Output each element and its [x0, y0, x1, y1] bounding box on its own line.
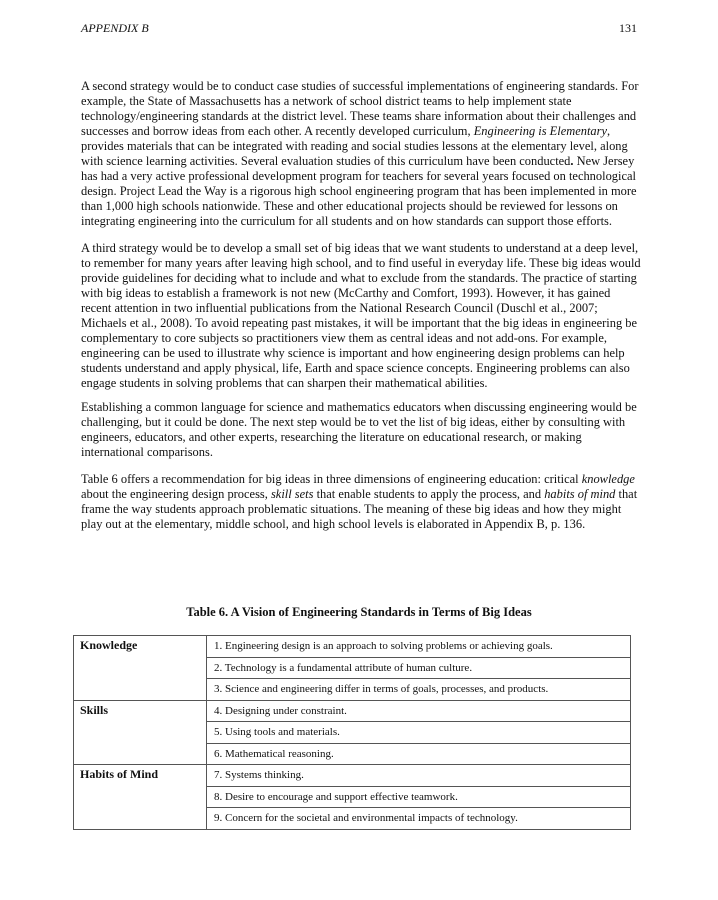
table-cell: 5. Using tools and materials.	[207, 722, 631, 744]
curriculum-title: Engineering is Elementary	[473, 124, 608, 138]
table-cell: 9. Concern for the societal and environmental impacts of technology.	[207, 808, 631, 830]
category-skills: Skills	[74, 700, 207, 765]
category-knowledge: Knowledge	[74, 636, 207, 701]
table-cell: 6. Mathematical reasoning.	[207, 743, 631, 765]
table-cell: 2. Technology is a fundamental attribute of human culture.	[207, 657, 631, 679]
running-head: APPENDIX B	[81, 21, 149, 35]
page-number: 131	[619, 21, 637, 35]
page-header	[81, 21, 637, 35]
category-habits-of-mind: Habits of Mind	[74, 765, 207, 830]
table-cell: 8. Desire to encourage and support effective teamwork.	[207, 786, 631, 808]
table-row	[74, 765, 631, 787]
paragraph-big-ideas: A third strategy would be to develop a small set of big ideas that we want students to understand at a deep level, to remember for many years after leaving high school, and to find useful in everyday life. These big ideas would provide guidelines for deciding what to include and what to exclude from the standards. The practice of starting with big ideas to establish a framework is not new (McCarthy and Comfort, 1993). However, it has gained recent attention in two influential publications from the National Research Council (Duschl et al., 2007; Michaels et al., 2008). To avoid repeating past mistakes, it will be important that the big ideas in engineering be complementary to core subjects so practitioners view them as central ideas and not add-ons. For example, engineering can be used to illustrate why science is important and how engineering design problems can help students understand and apply physical, life, Earth and space science concepts. Engineering problems can also engage students in solving problems that can sharpen their mathematical abilities.	[81, 241, 641, 390]
table-cell: 4. Designing under constraint.	[207, 700, 631, 722]
table-cell: 7. Systems thinking.	[207, 765, 631, 787]
table-row	[74, 700, 631, 722]
table-row	[74, 636, 631, 658]
table-title: Table 6. A Vision of Engineering Standards in Terms of Big Ideas	[186, 605, 532, 619]
table-cell: 1. Engineering design is an approach to solving problems or achieving goals.	[207, 636, 631, 658]
paragraph-table-intro: Table 6 offers a recommendation for big ideas in three dimensions of engineering education: critical knowledge about the engineering design process, skill sets that enable students to apply the process, and habits of mind that frame the way students approach problematic situations. The meaning of these big ideas and how they might play out at the elementary, middle school, and high school levels is elaborated in Appendix B, p. 136.	[81, 472, 638, 531]
big-ideas-table	[73, 635, 631, 830]
paragraph-case-studies: A second strategy would be to conduct case studies of successful implementations of engineering standards. For example, the State of Massachusetts has a network of school district teams to help implement state technology/engineering standards at the district level. These teams share information about their challenges and successes and borrow ideas from each other. A recently developed curriculum, Engineering is Elementary, provides materials that can be integrated with reading and social studies lessons at the elementary level, along with science learning activities. Several evaluation studies of this curriculum have been conducted. New Jersey has had a very active professional development program for teachers for several years focused on technological design. Project Lead the Way is a rigorous high school engineering program that has been implemented in more than 1,000 high schools nationwide. These and other educational projects should be reviewed for lessons on integrating engineering into the curriculum for all students and on how standards can support those efforts.	[81, 79, 639, 228]
table-cell: 3. Science and engineering differ in terms of goals, processes, and products.	[207, 679, 631, 701]
body-text	[81, 79, 641, 544]
paragraph-common-language: Establishing a common language for science and mathematics educators when discussing engineering would be challenging, but it could be done. The next step would be to vet the list of big ideas, either by consulting with engineers, educators, and other experts, researching the literature on educational research, or making international comparisons.	[81, 400, 637, 459]
